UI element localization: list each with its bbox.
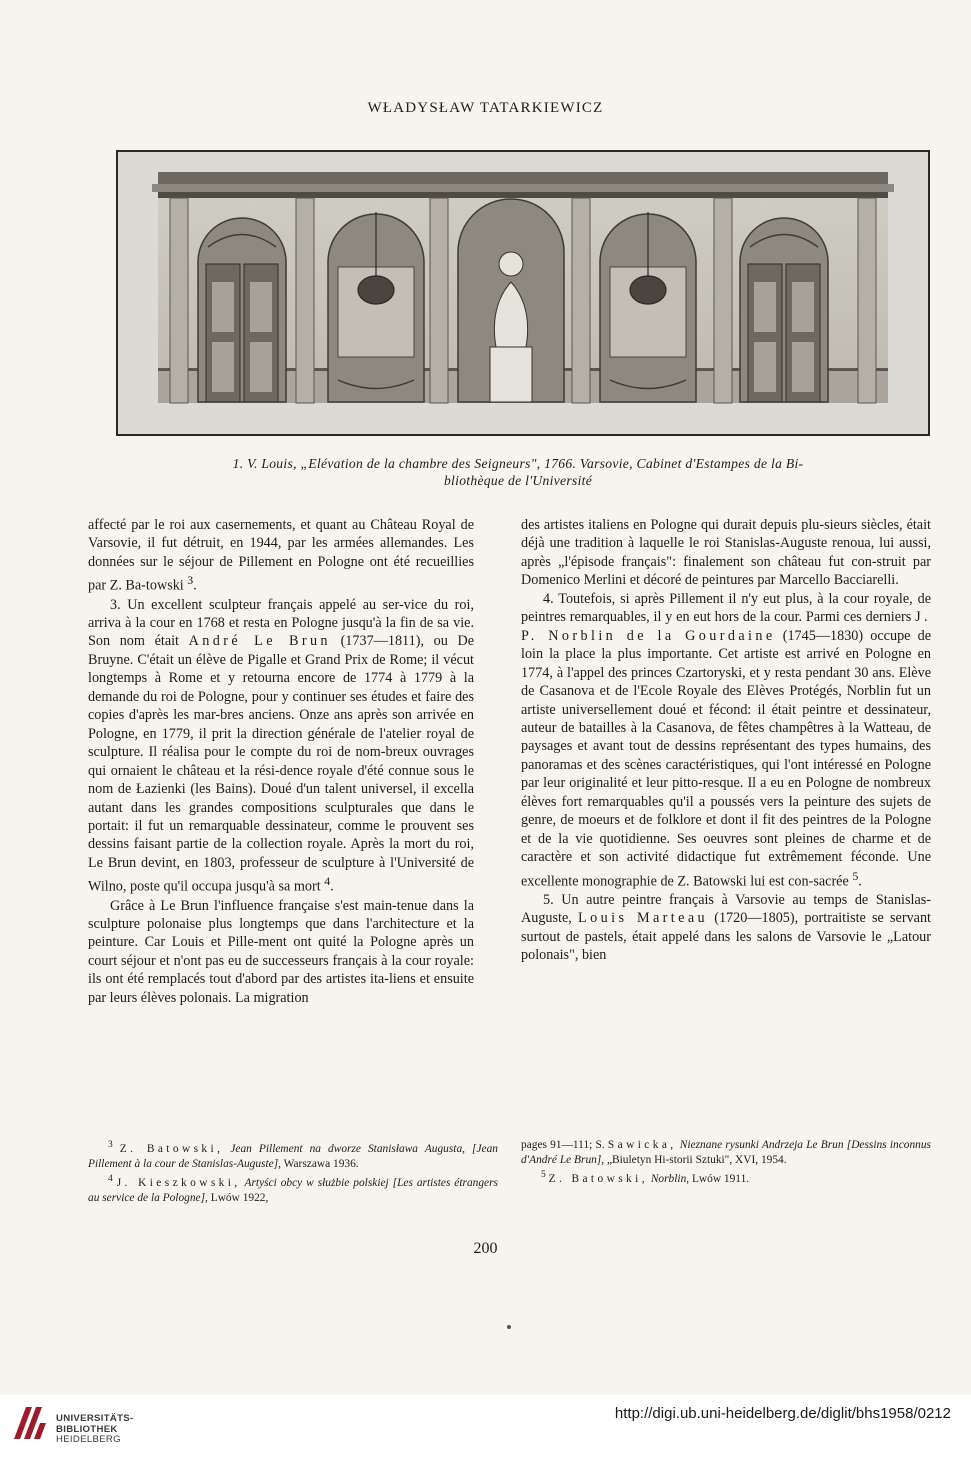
footnote-ref-5: 5 — [852, 868, 859, 883]
logo-line-3: HEIDELBERG — [56, 1434, 121, 1445]
library-logo-text — [56, 1414, 133, 1446]
footnote-4-cont-title: Nieznane rysunki Andrzeja Le Brun — [679, 1139, 844, 1151]
right-p3-text-a: 5. Un autre peintre français à Varsovie au temps de Stanislas-Auguste, — [521, 891, 931, 927]
left-p2-text-a: 3. Un excellent sculpteur français appelé au ser-vice du roi, arriva à la cour en 1768 et resta en Pologne jusqu'à la fin de sa vie. Son nom était — [88, 596, 474, 650]
left-p2-text-b: (1737—1811), ou De Bruyne. C'était un élève de Pigalle et Grand Prix de Rome; il vécut longtemps à Rome et y retourna encore de 1774 à 1779 à la demande du roi de Pologne, pour y continuer ses études et faire des copies d'après les mar-bres anciens. Onze ans après son arrivée en Pologne, en 1779, il prit la direction générale de l'atelier royal de sculpture. Il réalisa pour le compte du roi de nom-breux ouvrages qui ornaient le château et la rési-dence royale d'été connue sous le nom de Łazienki (les Bains). Doué d'un talent universel, il excella autant dans les grandes compositions sculpturales que dans le portait: il fut un remarquable dessinateur, comme le prouvent ses dessins faisant partie de la collection royale. Après la mort du roi, Le Brun devint, en 1803, professeur de sculpture à l'Université de Wilno, poste qu'il occupa jusqu'à sa mort — [88, 633, 474, 896]
running-head: WŁADYSŁAW TATARKIEWICZ — [367, 100, 604, 116]
right-column — [521, 516, 931, 965]
left-column — [88, 516, 474, 1007]
footnote-4-cont-pages: pages 91—111; S. — [521, 1139, 605, 1151]
footnote-4-author: J. Kieszkowski, — [116, 1176, 241, 1189]
right-paragraph-1: des artistes italiens en Pologne qui durait depuis plu-sieurs siècles, était déjà une tradition à laquelle le roi Stanislas-Auguste renoua, lui aussi, après „l'épisode français": finalement son château fut con-struit par Domenico Merlini et décoré de peintures par Marcello Bacciarelli. — [521, 517, 931, 589]
logo-line-2: BIBLIOTHEK — [56, 1423, 118, 1435]
right-p3-text-b: (1720—1805), portraitiste se servant surtout de pastels, était appelé dans les salons de Varsovie le „Latour polonais", bien — [521, 910, 932, 964]
right-paragraph-2 — [521, 590, 931, 891]
footnote-3-author: Z. Batowski, — [119, 1142, 224, 1155]
footnote-4-translation: [Les artistes étrangers au service de la Pologne], — [88, 1176, 498, 1204]
name-andre-le-brun: André Le Brun — [188, 633, 331, 650]
left-p2-end: . — [330, 879, 334, 896]
figure-caption — [108, 455, 928, 489]
footnotes-left — [88, 1138, 498, 1206]
permalink-url[interactable]: http://digi.ub.uni-heidelberg.de/diglit/bhs1958/0212 — [614, 1405, 951, 1422]
footnote-3-number: 3 — [108, 1140, 113, 1150]
footnote-5-author: Z. Batowski, — [548, 1172, 648, 1185]
figure-engraving — [116, 150, 930, 436]
library-logo-icon — [10, 1403, 50, 1443]
footnote-3-rest: Warszawa 1936. — [283, 1157, 359, 1170]
left-paragraph-3: Grâce à Le Brun l'influence française s'est main-tenue dans la sculpture polonaise plus longtemps que dans l'architecture et la peinture. Car Louis et Pille-ment ont quité la Pologne après un court séjour et n'ont pas eu de successeurs français à la cour royale: ils ont été remplacés tout d'abord par des artistes ita-liens et ensuite par leurs élèves polonais. La migration — [88, 897, 474, 1006]
footnote-5-number: 5 — [541, 1170, 546, 1180]
caption-line-2: bliothèque de l'Université — [443, 473, 593, 488]
speck-dot — [507, 1325, 511, 1329]
footnote-4-rest: Lwów 1922, — [210, 1191, 269, 1204]
footnote-ref-4: 4 — [324, 874, 331, 889]
footnote-4 — [88, 1172, 498, 1206]
left-paragraph-2 — [88, 596, 474, 897]
footnote-4-cont-author: Sawicka, — [607, 1139, 677, 1151]
footnote-4-continued — [521, 1138, 931, 1168]
footnote-4-cont-rest: „Biuletyn Hi-storii Sztuki", XVI, 1954. — [606, 1154, 787, 1166]
footnote-5 — [521, 1168, 931, 1187]
wall-elevation-drawing — [118, 152, 928, 434]
right-p2-end: . — [858, 873, 862, 890]
footnote-4-title: Artyści obcy w służbie polskiej — [244, 1176, 389, 1189]
footnotes-right — [521, 1138, 931, 1187]
footnote-3-title: Jean Pillement na dworze Stanisława Augusta, — [230, 1142, 465, 1155]
name-louis-marteau: Louis Marteau — [578, 910, 709, 927]
left-p1-end: . — [193, 578, 197, 595]
footnote-4-cont-translation: [Dessins inconnus d'André Le Brun], — [521, 1139, 931, 1166]
page-number: 200 — [473, 1240, 498, 1257]
footnote-3-translation: [Jean Pillement à la cour de Stanislas-Auguste], — [88, 1142, 498, 1170]
left-p1-text: affecté par le roi aux casernements, et quant au Château Royal de Varsovie, il fut détruit, en 1944, par les armées allemandes. Les données sur le séjour de Pillement en Pologne ont été recueillies par Z. Ba-towski — [88, 517, 474, 595]
right-p2-text-b: (1745—1830) occupe de loin la place la plus importante. Cet artiste est arrivé en Pologne en 1774, à l'appel des princes Czartoryski, et y resta pendant 30 ans. Elève de Casanova et de l'Ecole Royale des Elèves Protégés, Norblin fut un artiste universellement doué et fécond: il était peintre et dessinateur, auteur de batailles à la Casanova, de fêtes champêtres à la Watteau, de paysages et avant tout de dessins représentant des types humains, des panoramas et des scènes caractéristiques, qui l'ont intéressé en Pologne par leur originalité et leur pitto-resque. Il a eu en Pologne de nombreux élèves fort remarquables qu'il a poussés vers la peinture des sujets de genre, de moeurs et de folklore et dont il fit des peintres de la Pologne et de la vie quotidienne. Ses oeuvres sont pleines de charme et de caractère et son activité didactique fut extrêmement féconde. Une excellente monographie de Z. Batowski lui est con-sacrée — [521, 627, 932, 890]
name-norblin: J. P. Norblin de la Gourdaine — [521, 609, 932, 644]
footnote-ref-3: 3 — [187, 573, 194, 588]
left-paragraph-1 — [88, 516, 474, 596]
footnote-5-title: Norblin, — [650, 1172, 690, 1185]
footnote-3 — [88, 1138, 498, 1172]
footnote-5-rest: Lwów 1911. — [691, 1172, 750, 1185]
caption-line-1: 1. V. Louis, „Elévation de la chambre des Seigneurs", 1766. Varsovie, Cabinet d'Estampes de la Bi- — [232, 456, 804, 471]
right-p2-text-a: 4. Toutefois, si après Pillement il n'y eut plus, à la cour royale, de peintres remarquables, il y en eut hors de la cour. Parmi ces derniers — [521, 590, 931, 626]
right-paragraph-3 — [521, 891, 931, 965]
footnote-4-number: 4 — [108, 1173, 113, 1184]
logo-line-1: UNIVERSITÄTS- — [56, 1413, 134, 1424]
